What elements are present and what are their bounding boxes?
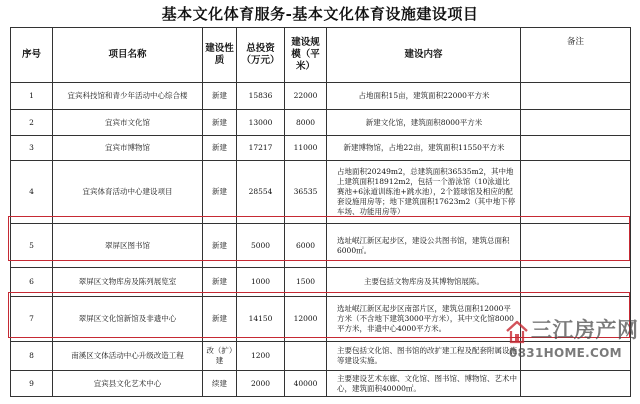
- cell-content: 主要包括文化馆、图书馆的改扩建工程及配套附属设施等建设实施。: [327, 342, 521, 371]
- cell-nature: 新建: [203, 161, 237, 224]
- cell-scale: 1500: [285, 268, 327, 297]
- cell-scale: 36535: [285, 161, 327, 224]
- header-scale: 建设规模（平米）: [285, 28, 327, 83]
- cell-scale: 40000: [285, 371, 327, 397]
- table-row: [11, 136, 631, 161]
- cell-content: 选址岷江新区起步区南部片区，建筑总面积12000平方米（不含地下建筑3000平方米），其中文化馆8000平方米，非遗中心4000平方米。: [327, 297, 521, 342]
- cell-investment: 15836: [237, 83, 285, 110]
- cell-investment: 1000: [237, 268, 285, 297]
- cell-seq: 3: [11, 136, 53, 161]
- cell-nature: 续建: [203, 371, 237, 397]
- cell-investment: 14150: [237, 297, 285, 342]
- cell-seq: 1: [11, 83, 53, 110]
- header-seq: 序号: [11, 28, 53, 83]
- cell-nature: 新建: [203, 297, 237, 342]
- cell-seq: 2: [11, 110, 53, 136]
- cell-investment: 28554: [237, 161, 285, 224]
- cell-investment: 5000: [237, 224, 285, 268]
- cell-name: 宜宾市博物馆: [53, 136, 203, 161]
- cell-scale: 22000: [285, 83, 327, 110]
- table-row: [11, 371, 631, 397]
- cell-investment: 1200: [237, 342, 285, 371]
- cell-nature: 改（扩）建: [203, 342, 237, 371]
- cell-seq: 9: [11, 371, 53, 397]
- cell-content: 占地面积20249m2，总建筑面积36535m2，其中地上建筑面积18912m2，包括一个游泳馆（10泳道比赛池+6泳道训练池+跳水池），2个篮球馆及相应的配套设施用房等；地下建筑面积17623m2（其中地下停车场、功能用房等）: [327, 161, 521, 224]
- cell-content: 选址岷江新区起步区，建设公共图书馆，建筑总面积6000㎡。: [327, 224, 521, 268]
- cell-content: 主要包括文物库房及其博物馆展陈。: [327, 268, 521, 297]
- watermark-url: 0831HOME.COM: [509, 346, 622, 360]
- cell-seq: 4: [11, 161, 53, 224]
- cell-nature: 新建: [203, 268, 237, 297]
- cell-note: [521, 110, 631, 136]
- cell-note: [521, 161, 631, 224]
- cell-name: 宜宾体育活动中心建设项目: [53, 161, 203, 224]
- cell-content: 占地面积15亩，建筑面积22000平方米: [327, 83, 521, 110]
- cell-investment: 13000: [237, 110, 285, 136]
- watermark-brand: 三江房产网: [531, 318, 639, 342]
- table-header-row: [11, 28, 631, 83]
- cell-nature: 新建: [203, 224, 237, 268]
- cell-content: 新建文化馆，建筑面积8000平方米: [327, 110, 521, 136]
- cell-name: 宜宾市文化馆: [53, 110, 203, 136]
- cell-scale: 6000: [285, 224, 327, 268]
- cell-content: 新建博物馆，占地22亩，建筑面积11550平方米: [327, 136, 521, 161]
- cell-nature: 新建: [203, 83, 237, 110]
- house-logo-icon: [505, 319, 529, 345]
- cell-name: 翠屏区文物库房及陈列展览室: [53, 268, 203, 297]
- cell-scale: 8000: [285, 110, 327, 136]
- cell-scale: 12000: [285, 297, 327, 342]
- cell-scale: [285, 342, 327, 371]
- cell-note: [521, 136, 631, 161]
- cell-name: 南溪区文体活动中心升级改造工程: [53, 342, 203, 371]
- header-note: 备注: [521, 28, 631, 83]
- cell-nature: 新建: [203, 110, 237, 136]
- cell-name: 翠屏区文化馆新馆及非遗中心: [53, 297, 203, 342]
- cell-seq: 6: [11, 268, 53, 297]
- cell-note: [521, 83, 631, 110]
- table-row: [11, 161, 631, 224]
- header-nature: 建设性质: [203, 28, 237, 83]
- cell-name: 宜宾科技馆和青少年活动中心综合楼: [53, 83, 203, 110]
- watermark: [505, 315, 637, 363]
- header-name: 项目名称: [53, 28, 203, 83]
- cell-name: 翠屏区图书馆: [53, 224, 203, 268]
- cell-name: 宜宾县文化艺术中心: [53, 371, 203, 397]
- cell-seq: 5: [11, 224, 53, 268]
- header-investment: 总投资（万元）: [237, 28, 285, 83]
- cell-nature: 新建: [203, 136, 237, 161]
- cell-investment: 17217: [237, 136, 285, 161]
- cell-note: [521, 371, 631, 397]
- cell-investment: 2000: [237, 371, 285, 397]
- cell-content: 主要建设艺术东廊、文化馆、图书馆、博物馆、艺术中心，建筑面积40000㎡。: [327, 371, 521, 397]
- page-title: 基本文化体育服务-基本文化体育设施建设项目: [161, 5, 479, 23]
- cell-scale: 11000: [285, 136, 327, 161]
- cell-seq: 8: [11, 342, 53, 371]
- table-row: [11, 110, 631, 136]
- header-content: 建设内容: [327, 28, 521, 83]
- highlight-box-row-5: [8, 216, 630, 261]
- cell-seq: 7: [11, 297, 53, 342]
- table-row: [11, 83, 631, 110]
